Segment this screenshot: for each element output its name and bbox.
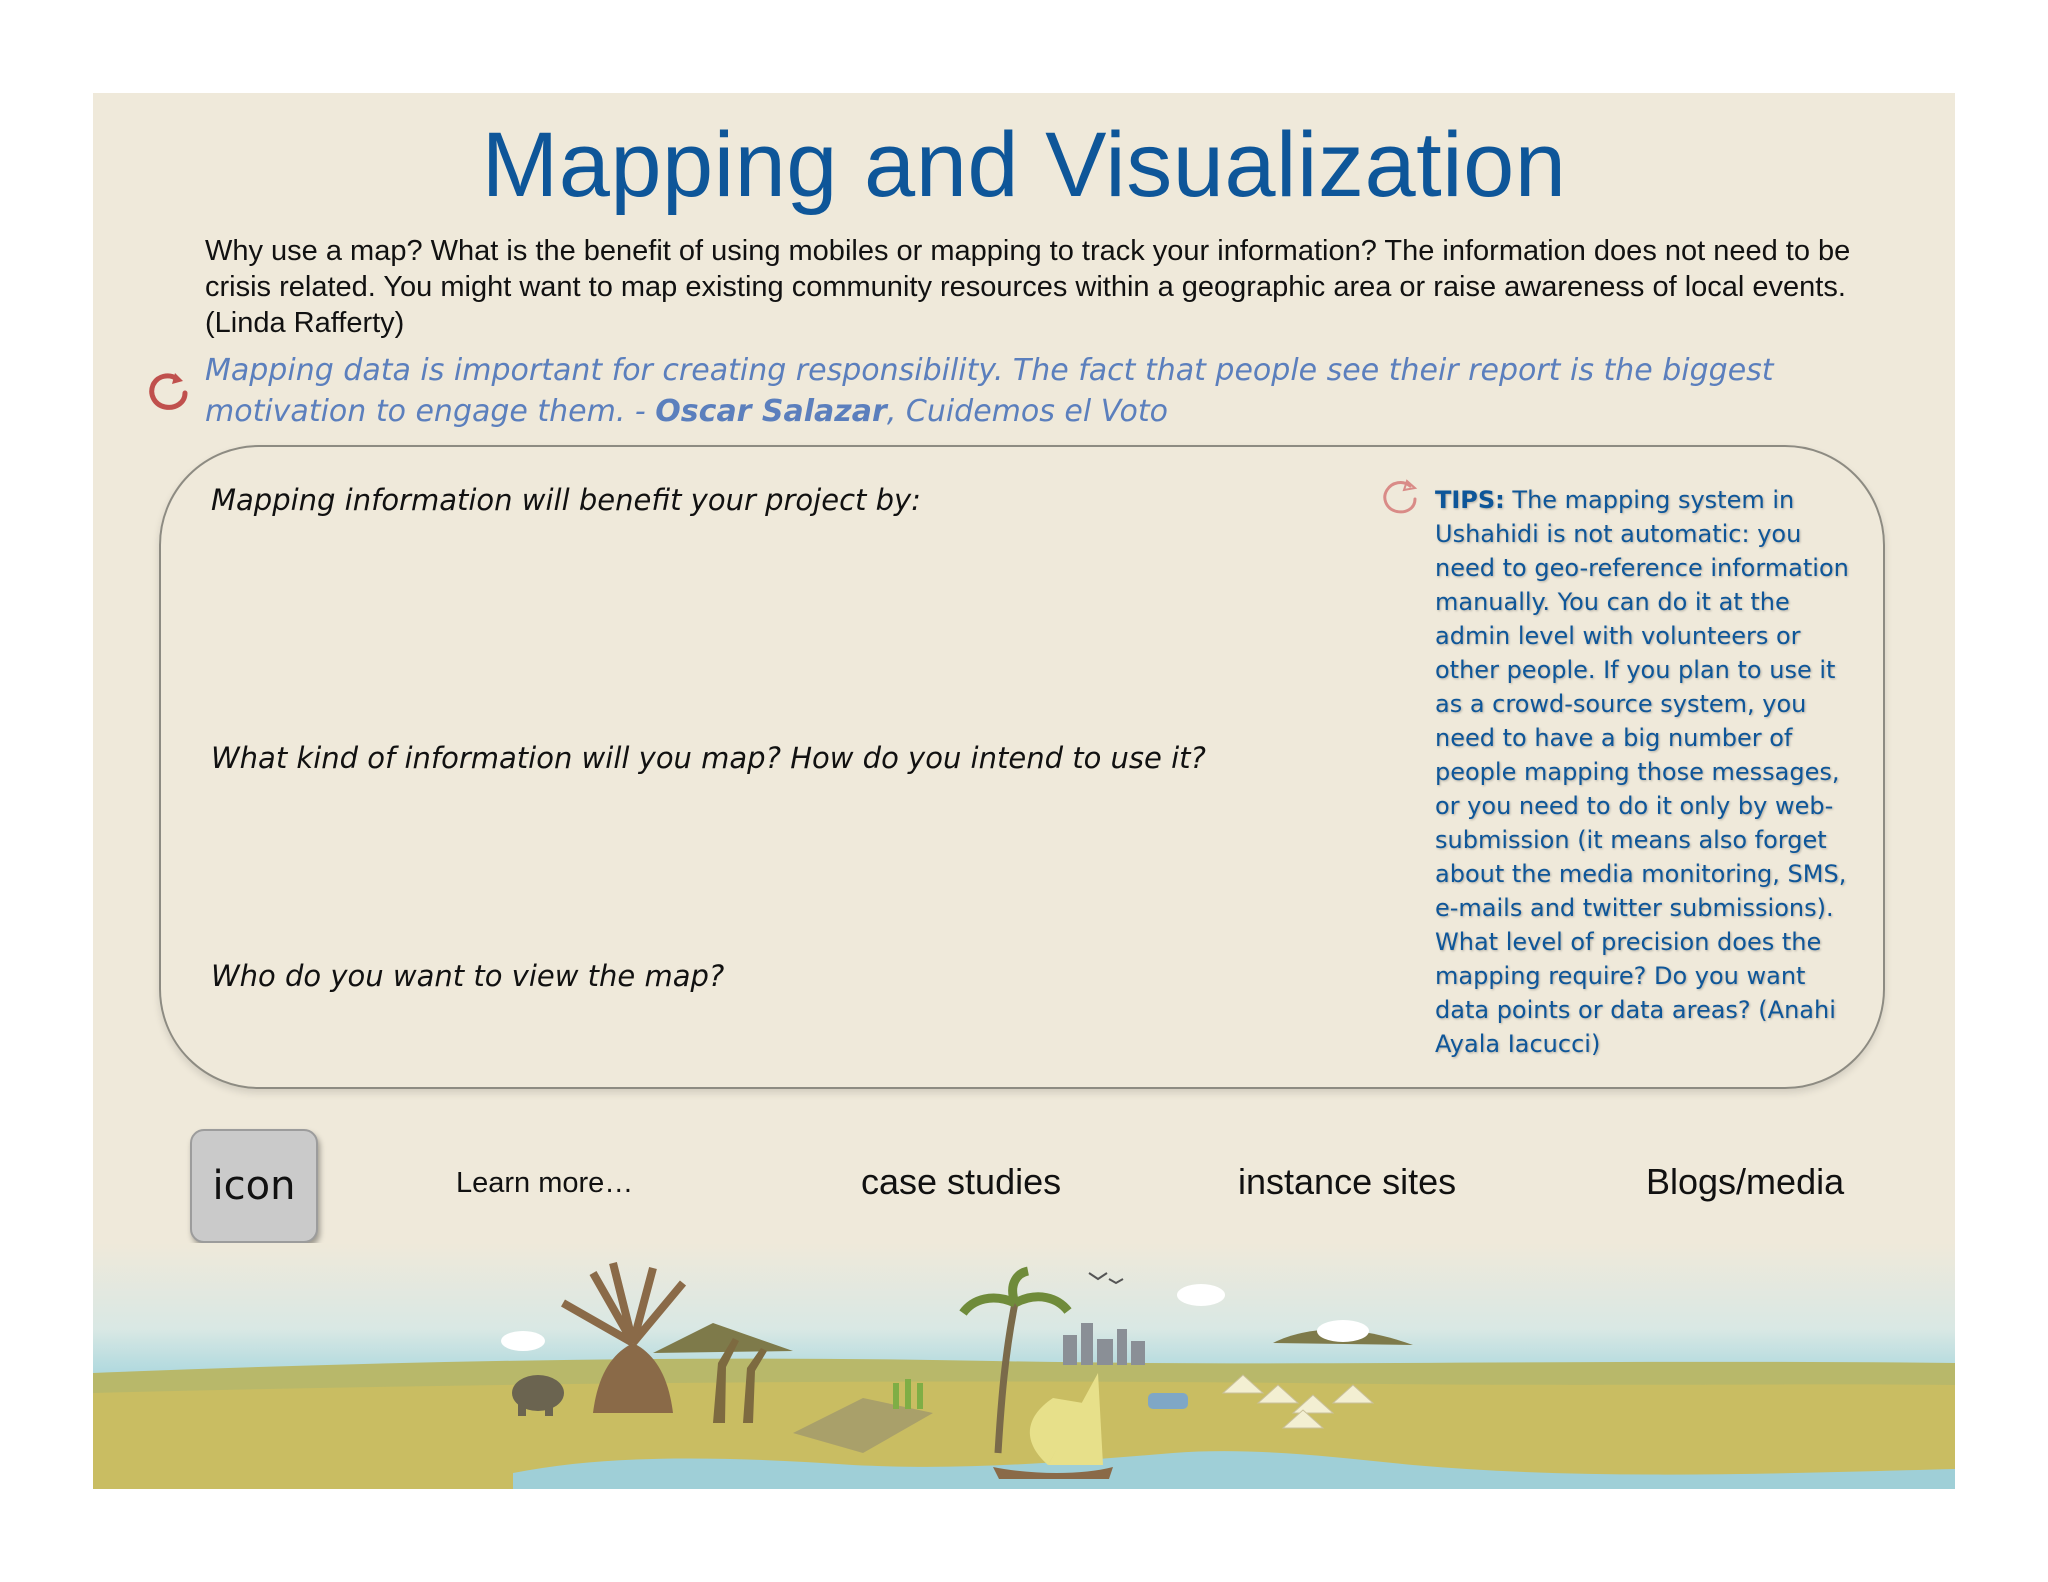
icon-button[interactable] bbox=[190, 1129, 318, 1243]
landscape-illustration bbox=[93, 1243, 1955, 1489]
question-benefit: Mapping information will benefit your project by: bbox=[211, 483, 921, 517]
page-title: Mapping and Visualization bbox=[481, 114, 1567, 216]
tips-label: TIPS: bbox=[1435, 486, 1505, 514]
icon-button-label: icon bbox=[212, 1163, 296, 1209]
slide bbox=[93, 93, 1955, 1489]
learn-more-link[interactable]: Learn more… bbox=[456, 1167, 634, 1199]
instance-sites-link[interactable]: instance sites bbox=[1238, 1161, 1457, 1202]
tips-text bbox=[1435, 483, 1865, 1061]
question-audience: Who do you want to view the map? bbox=[211, 959, 725, 993]
swirl-arrow-icon bbox=[145, 369, 195, 413]
case-studies-link[interactable]: case studies bbox=[861, 1161, 1062, 1202]
question-kind: What kind of information will you map? How do you intend to use it? bbox=[211, 741, 1206, 775]
swirl-arrow-icon bbox=[1379, 477, 1427, 519]
intro-paragraph: Why use a map? What is the benefit of using mobiles or mapping to track your information? The information does not need to be crisis related. You might want to map existing community resources within a geographic area or raise awareness of local events. (Linda Rafferty) bbox=[205, 235, 1851, 339]
quote bbox=[205, 350, 1865, 432]
quote-author: Oscar Salazar bbox=[655, 394, 887, 429]
tips-body: The mapping system in Ushahidi is not automatic: you need to geo-reference information manually. You can do it at the admin level with volunteers or other people. If you plan to use it as a crowd-source system, you need to have a big number of people mapping those messages, or you need to do it only by web-submission (it means also forget about the media monitoring, SMS, e-mails and twitter submissions). What level of precision does the mapping require? Do you want data points or data areas? (Anahi Ayala Iacucci) bbox=[1435, 486, 1849, 1058]
blogs-media-link[interactable]: Blogs/media bbox=[1646, 1161, 1845, 1202]
quote-affiliation: , Cuidemos el Voto bbox=[886, 394, 1168, 429]
quote-text: Mapping data is important for creating responsibility. The fact that people see their report is the biggest motivation to engage them. - bbox=[205, 353, 1774, 429]
